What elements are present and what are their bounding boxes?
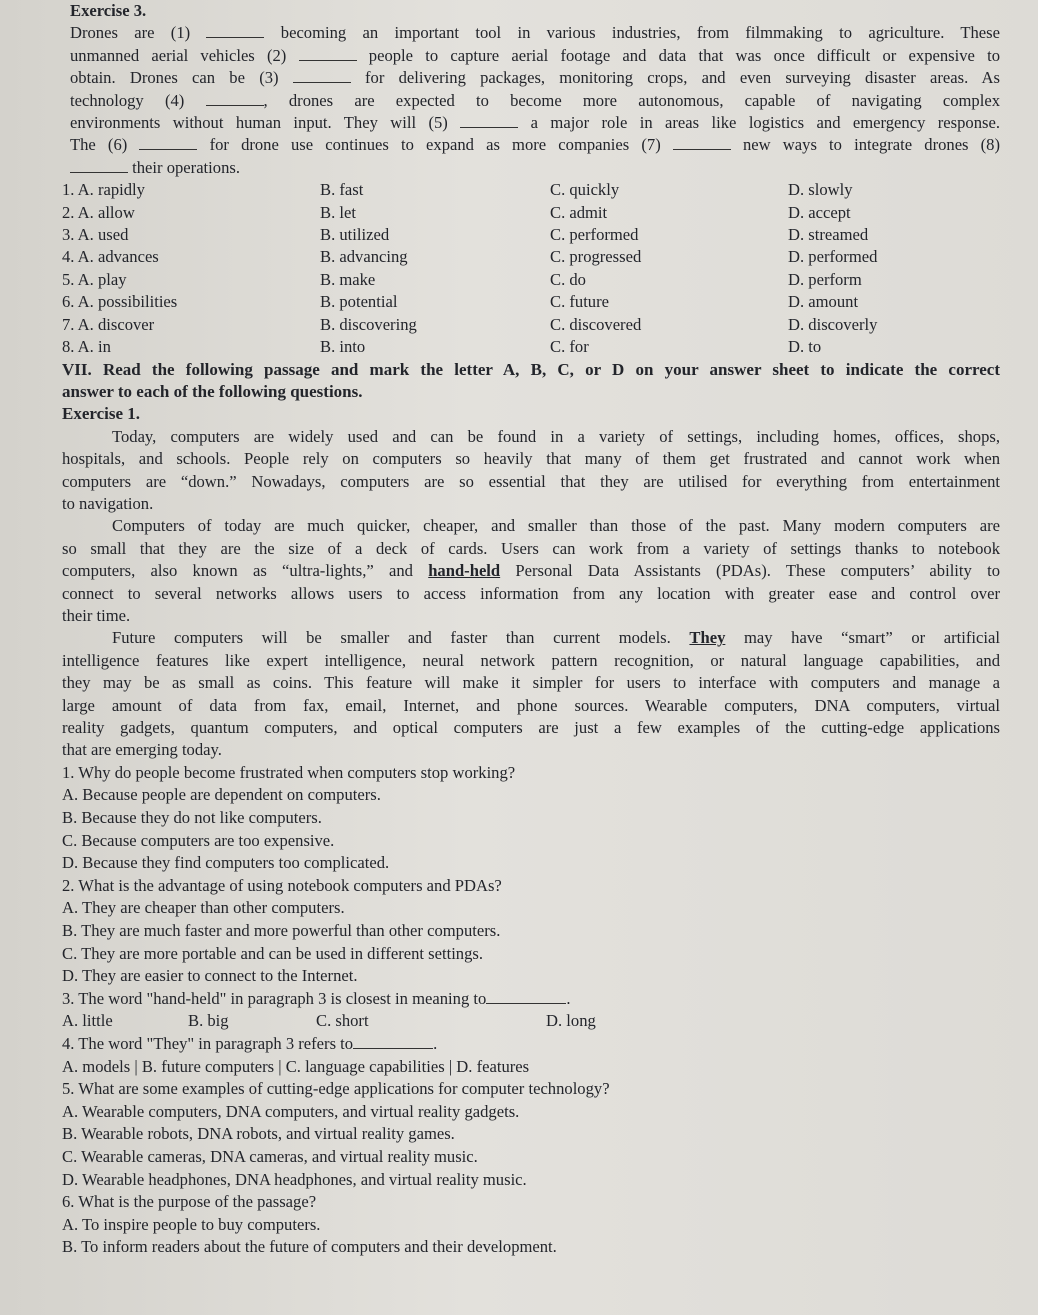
underlined-they: They <box>689 628 726 648</box>
option-row-4: 4. A. advances B. advancing C. progressed D. performed <box>62 247 878 267</box>
section7-heading-cont: answer to each of the following questions. <box>62 381 363 401</box>
option-row-6: 6. A. possibilities B. potential C. future D. amount <box>62 292 859 312</box>
q5-option-a: A. Wearable computers, DNA computers, and virtual reality gadgets. <box>62 1101 520 1121</box>
section7-heading: VII. Read the following passage and mark the letter A, B, C, or D on your answer sheet to indicate the correct <box>62 359 1000 379</box>
q2-option-a: A. They are cheaper than other computers. <box>62 898 345 918</box>
ex3-line-3: obtain. Drones can be (3) for delivering packages, monitoring crops, and even surveying disaster areas. As <box>70 68 1000 88</box>
q3-options: A. little B. big C. short D. long <box>62 1011 596 1031</box>
q1-option-a: A. Because people are dependent on computers. <box>62 785 381 805</box>
q6-option-b: B. To inform readers about the future of computers and their development. <box>62 1237 557 1257</box>
underlined-hand-held: hand-held <box>428 561 501 581</box>
exercise3-passage <box>70 22 1000 179</box>
q3-blank <box>486 989 566 1004</box>
q5-option-b: B. Wearable robots, DNA robots, and virtual reality games. <box>62 1124 455 1144</box>
option-row-1: 1. A. rapidly B. fast C. quickly D. slowly <box>62 180 853 200</box>
ex3-line-5: environments without human input. They will (5) a major role in areas like logistics and emergency response. <box>70 113 1000 133</box>
option-row-2: 2. A. allow B. let C. admit D. accept <box>62 202 851 222</box>
blank-3 <box>293 68 351 83</box>
q1-option-c: C. Because computers are too expensive. <box>62 830 335 850</box>
question-3: 3. The word "hand-held" in paragraph 3 is closest in meaning to . <box>62 988 571 1008</box>
question-4: 4. The word "They" in paragraph 3 refers to . <box>62 1033 438 1053</box>
q4-blank <box>353 1034 433 1049</box>
question-5: 5. What are some examples of cutting-edge applications for computer technology? <box>62 1079 610 1099</box>
question-1: 1. Why do people become frustrated when computers stop working? <box>62 762 516 782</box>
exercise3-options <box>62 179 1000 358</box>
option-row-5: 5. A. play B. make C. do D. perform <box>62 269 862 289</box>
ex3-line-6: The (6) for drone use continues to expand as more companies (7) new ways to integrate drones (8) <box>70 135 1001 155</box>
q2-option-d: D. They are easier to connect to the Internet. <box>62 966 358 986</box>
q6-option-a: A. To inspire people to buy computers. <box>62 1214 321 1234</box>
q1-option-d: D. Because they find computers too complicated. <box>62 853 390 873</box>
q2-option-b: B. They are much faster and more powerful than other computers. <box>62 920 501 940</box>
blank-1 <box>206 23 264 38</box>
paragraph-1: Today, computers are widely used and can be found in a variety of settings, including homes, offices, shops, hospitals, and schools. People rely on computers so heavily that many of them get frustrated and cannot work when computers are “down.” Nowadays, computers are so essential that they are utilised for everything from entertainment to navigation. <box>62 426 1000 513</box>
passage <box>62 426 1000 762</box>
option-row-8: 8. A. in B. into C. for D. to <box>62 337 822 357</box>
q5-option-d: D. Wearable headphones, DNA headphones, and virtual reality music. <box>62 1169 527 1189</box>
paragraph-3: Future computers will be smaller and faster than current models. They may have “smart” or artificial intelligence features like expert intelligence, neural network pattern recognition, or natural language capabilities, and they may be as small as coins. This feature will make it simpler for users to interface with computers and manage a large amount of data from fax, email, Internet, and phone sources. Wearable computers, DNA computers, virtual reality gadgets, quantum computers, and optical computers are just a few examples of the cutting-edge applications that are emerging today. <box>62 628 1000 760</box>
q5-option-c: C. Wearable cameras, DNA cameras, and virtual reality music. <box>62 1146 478 1166</box>
exercise3-title: Exercise 3. <box>70 1 147 20</box>
ex3-line-4: technology (4) , drones are expected to become more autonomous, capable of navigating complex <box>70 90 1000 110</box>
question-2: 2. What is the advantage of using notebook computers and PDAs? <box>62 875 502 895</box>
option-row-7: 7. A. discover B. discovering C. discovered D. discoverly <box>62 314 878 334</box>
blank-7 <box>673 135 731 150</box>
exercise1-title: Exercise 1. <box>62 404 141 424</box>
blank-8 <box>70 158 128 173</box>
ex3-line-1: Drones are (1) becoming an important tool in various industries, from filmmaking to agriculture. These <box>70 23 1000 43</box>
question-6: 6. What is the purpose of the passage? <box>62 1192 317 1212</box>
blank-5 <box>460 113 518 128</box>
q4-options: A. models | B. future computers | C. language capabilities | D. features <box>62 1056 530 1076</box>
blank-2 <box>299 46 357 61</box>
q1-option-b: B. Because they do not like computers. <box>62 808 322 827</box>
q2-option-c: C. They are more portable and can be used in different settings. <box>62 943 484 963</box>
ex3-line-7: their operations. <box>70 157 1000 179</box>
paragraph-2: Computers of today are much quicker, cheaper, and smaller than those of the past. Many modern computers are so small that they are the size of a deck of cards. Users can work from a variety of settings thanks to notebook computers, also known as “ultra-lights,” and hand-held Personal Data Assistants (PDAs). These computers’ ability to connect to several networks allows users to access information from any location with greater ease and control over their time. <box>62 516 1000 625</box>
questions <box>62 762 1000 1259</box>
option-row-3: 3. A. used B. utilized C. performed D. streamed <box>62 225 869 245</box>
ex3-line-2: unmanned aerial vehicles (2) people to capture aerial footage and data that was once difficult or expensive to <box>70 45 1001 65</box>
blank-6 <box>139 135 197 150</box>
blank-4 <box>206 91 264 106</box>
